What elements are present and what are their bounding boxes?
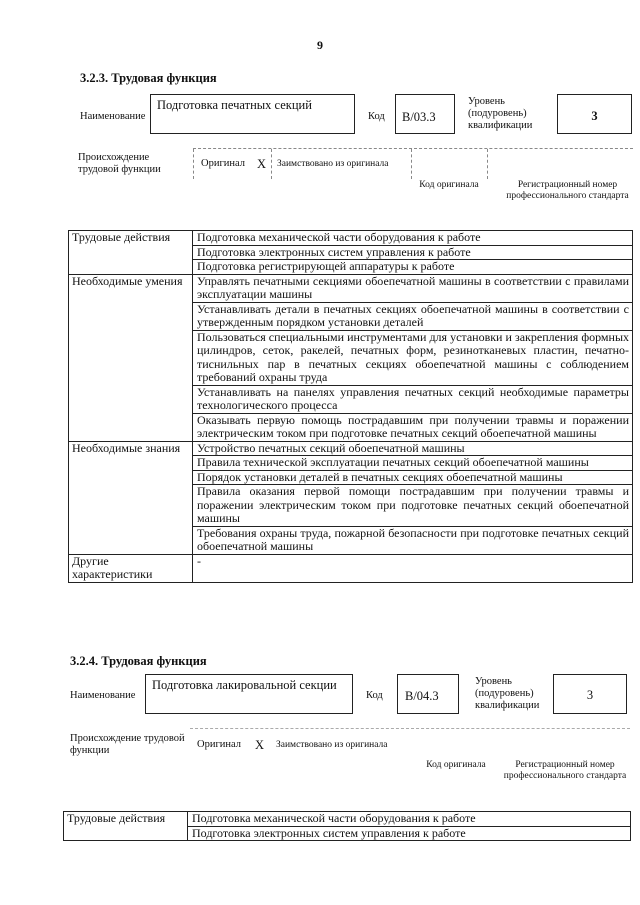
table-row bbox=[69, 302, 633, 330]
origin-label: Происхождение трудовой функции bbox=[78, 152, 161, 175]
table-row bbox=[69, 554, 633, 582]
section-title: 3.2.3. Трудовая функция bbox=[80, 71, 217, 85]
table-row bbox=[64, 812, 631, 827]
table-row bbox=[69, 385, 633, 413]
row-item: Подготовка регистрирующей аппаратуры к работе bbox=[193, 260, 633, 275]
level-label-2: Уровень (подуровень) квалификации bbox=[475, 676, 540, 711]
row-item: Правила технической эксплуатации печатных секций обоепечатной машины bbox=[193, 456, 633, 471]
row-item: Подготовка электронных систем управления к работе bbox=[188, 826, 631, 841]
row-item: Правила оказания первой помощи пострадавшим при получении травмы и поражении электрическим током при подготовке печатных секций обоепечатной машины bbox=[193, 485, 633, 527]
row-item: Подготовка механической части оборудования к работе bbox=[193, 231, 633, 246]
row-header: Необходимые умения bbox=[69, 274, 193, 302]
name-value: Подготовка печатных секций bbox=[150, 94, 355, 134]
labor-function-table-2 bbox=[63, 811, 631, 841]
table-row bbox=[69, 274, 633, 302]
row-item: Подготовка электронных систем управления к работе bbox=[193, 245, 633, 260]
code-label: Код bbox=[368, 111, 385, 122]
row-header: Трудовые действия bbox=[64, 812, 188, 827]
row-header: Трудовые действия bbox=[69, 231, 193, 246]
row-item: - bbox=[193, 554, 633, 582]
origin-label-2: Происхождение трудовой функции bbox=[70, 733, 185, 756]
table-row bbox=[69, 441, 633, 456]
row-header: Необходимые знания bbox=[69, 441, 193, 456]
level-label: Уровень (подуровень) квалификации bbox=[468, 96, 533, 131]
table-row bbox=[69, 245, 633, 260]
row-item: Устройство печатных секций обоепечатной машины bbox=[193, 441, 633, 456]
origin-row-2 bbox=[190, 728, 630, 759]
table-row bbox=[69, 456, 633, 471]
row-item: Управлять печатными секциями обоепечатной машины в соответствии с правилами эксплуатации машины bbox=[193, 274, 633, 302]
code-value-2: В/04.3 bbox=[397, 674, 459, 714]
original-mark: X bbox=[257, 157, 267, 171]
table-row bbox=[69, 231, 633, 246]
original-label: Оригинал bbox=[201, 158, 245, 169]
name-label: Наименование bbox=[80, 111, 146, 122]
origin-code-label: Код оригинала bbox=[419, 180, 479, 190]
level-value: 3 bbox=[557, 94, 632, 134]
row-item: Оказывать первую помощь пострадавшим при получении травмы и поражении электрическим током при подготовке печатных секций обоепечатной машины bbox=[193, 413, 633, 441]
section-title-2: 3.2.4. Трудовая функция bbox=[70, 654, 207, 668]
row-item: Устанавливать детали в печатных секциях обоепечатной машины в соответствии с утвержденным порядком установки деталей bbox=[193, 302, 633, 330]
row-item: Устанавливать на панелях управления печатных секций необходимые параметры технологического процесса bbox=[193, 385, 633, 413]
table-row bbox=[69, 526, 633, 554]
origin-code-label-2: Код оригинала bbox=[426, 760, 486, 770]
row-header: Другие характеристики bbox=[69, 554, 193, 582]
row-item: Подготовка механической части оборудования к работе bbox=[188, 812, 631, 827]
reg-number-label-2: Регистрационный номер профессионального стандарта bbox=[503, 760, 627, 781]
code-value: В/03.3 bbox=[395, 94, 455, 134]
level-value-2: 3 bbox=[553, 674, 627, 714]
labor-function-table bbox=[68, 230, 633, 583]
table-row bbox=[69, 470, 633, 485]
row-item: Требования охраны труда, пожарной безопасности при подготовке печатных секций обоепечатной машины bbox=[193, 526, 633, 554]
table-row bbox=[69, 413, 633, 441]
row-item: Пользоваться специальными инструментами для установки и закрепления формных цилиндров, сеток, ракелей, печатных форм, резинотканевых пластин, печатно-тиснильных пар в печатных секциях обоепечатной машины с соблюдением требований охраны труда bbox=[193, 330, 633, 385]
table-row bbox=[64, 826, 631, 841]
borrowed-label-2: Заимствовано из оригинала bbox=[276, 740, 388, 750]
name-label-2: Наименование bbox=[70, 690, 136, 701]
reg-number-label: Регистрационный номер профессионального стандарта bbox=[506, 180, 629, 201]
row-item: Порядок установки деталей в печатных секциях обоепечатной машины bbox=[193, 470, 633, 485]
original-label-2: Оригинал bbox=[197, 739, 241, 750]
table-row bbox=[69, 485, 633, 527]
table-row bbox=[69, 330, 633, 385]
page-number: 9 bbox=[317, 38, 323, 52]
table-row bbox=[69, 260, 633, 275]
original-mark-2: X bbox=[255, 738, 265, 752]
name-value-2: Подготовка лакировальной секции bbox=[145, 674, 353, 714]
origin-row bbox=[193, 148, 633, 179]
borrowed-label: Заимствовано из оригинала bbox=[277, 159, 389, 169]
code-label-2: Код bbox=[366, 690, 383, 701]
